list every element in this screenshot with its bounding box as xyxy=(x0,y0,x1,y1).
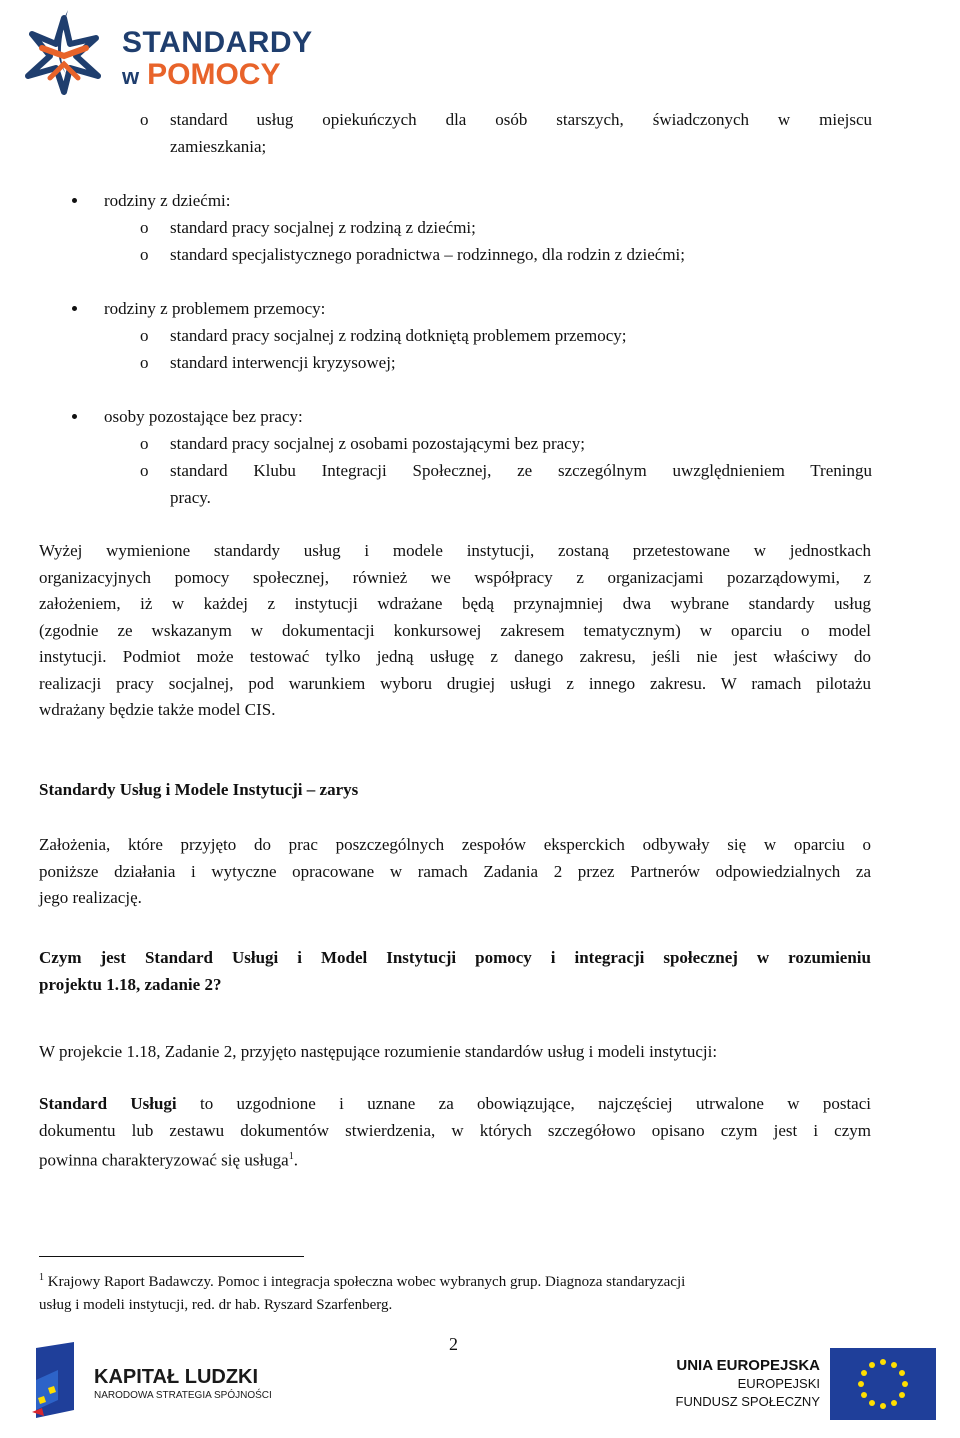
text-line: dokumentu lub zestawu dokumentów stwierdzenia, w których szczegółowo opisano czym jest i czym xyxy=(39,1120,871,1140)
paragraph-assumptions xyxy=(39,832,871,912)
text-line: Czym jest Standard Usługi i Model Instytucji pomocy i integracji społecznej w rozumieniu xyxy=(39,948,871,967)
text-line: (zgodnie ze wskazanym w dokumentacji konkursowej zakresem tematycznym) w oparciu o model xyxy=(39,620,871,640)
logo-text-pomocy-word: POMOCY xyxy=(147,58,281,91)
text-line: organizacyjnych pomocy społecznej, również we współpracy z organizacjami pozarządowymi, z xyxy=(39,567,871,587)
list-marker: o xyxy=(140,461,149,480)
ue-line: FUNDUSZ SPOŁECZNY xyxy=(675,1394,820,1409)
list-marker: o xyxy=(140,434,149,453)
text-line: założeniem, iż w każdej z instytucji wdrażane będą przynajmniej dwa wybrane standardy usług xyxy=(39,594,871,613)
list-item: standard interwencji kryzysowej; xyxy=(170,353,396,372)
list-item: standard Klubu Integracji Społecznej, ze szczególnym uwzględnieniem Treningu xyxy=(170,461,872,480)
text-line: poniższe działania i wytyczne opracowane w ramach Zadania 2 przez Partnerów odpowiedzialnych za xyxy=(39,861,871,881)
text-segment: powinna charakteryzować się usługa xyxy=(39,1150,289,1170)
list-marker: o xyxy=(140,353,149,372)
ue-line: UNIA EUROPEJSKA xyxy=(676,1357,820,1374)
list-marker: o xyxy=(140,218,149,237)
group-label: rodziny z problemem przemocy: xyxy=(104,299,326,318)
footnote-reference[interactable]: 1 xyxy=(288,1151,294,1162)
question-heading xyxy=(39,945,871,998)
paragraph-intro xyxy=(39,538,871,724)
kapital-ludzki-subtitle: NARODOWA STRATEGIA SPÓJNOŚCI xyxy=(94,1390,272,1401)
text-segment: Krajowy Raport Badawczy. Pomoc i integracja społeczna wobec wybranych grup. Diagnoza standaryzacji xyxy=(47,1274,686,1290)
bullet-icon xyxy=(72,198,77,203)
footnote xyxy=(39,1266,839,1317)
kapital-ludzki-logo xyxy=(28,1340,288,1420)
list-marker: o xyxy=(140,110,149,129)
text-line: Założenia, które przyjęto do prac poszczególnych zespołów eksperckich odbywały się w oparciu o xyxy=(39,835,871,854)
text-line: projektu 1.18, zadanie 2? xyxy=(39,974,222,994)
standardy-w-pomocy-logo xyxy=(6,4,313,96)
list-item-continuation: zamieszkania; xyxy=(170,137,267,156)
footnote-number: 1 xyxy=(39,1272,44,1283)
bullet-icon xyxy=(72,414,77,419)
logo-text-pomocy xyxy=(122,58,280,92)
kapital-ludzki-title: KAPITAŁ LUDZKI xyxy=(94,1366,259,1388)
list-item: standard pracy socjalnej z rodziną dotkniętą problemem przemocy; xyxy=(170,326,627,345)
group-label: osoby pozostające bez pracy: xyxy=(104,407,303,426)
kapital-ludzki-emblem-icon xyxy=(28,1340,78,1420)
star-swirl-icon xyxy=(6,4,124,96)
unia-europejska-text xyxy=(640,1356,820,1411)
logo-text-w: w xyxy=(122,64,140,89)
list-marker: o xyxy=(140,245,149,264)
bold-term: Standard Usługi xyxy=(39,1094,177,1113)
text-line: wdrażany będzie także model CIS. xyxy=(39,700,276,719)
list-item: standard pracy socjalnej z osobami pozostającymi bez pracy; xyxy=(170,434,585,453)
text-segment: to uzgodnione i uznane za obowiązujące, najczęściej utrwalone w postaci xyxy=(199,1094,871,1113)
paragraph-definition-intro: W projekcie 1.18, Zadanie 2, przyjęto następujące rozumienie standardów usług i modeli instytucji: xyxy=(39,1042,718,1061)
text-line: Wyżej wymienione standardy usług i modele instytucji, zostaną przetestowane w jednostkach xyxy=(39,541,871,560)
eu-flag-icon xyxy=(830,1348,936,1420)
list-item: standard usług opiekuńczych dla osób starszych, świadczonych w miejscu xyxy=(170,110,872,129)
list-item: standard pracy socjalnej z rodziną z dziećmi; xyxy=(170,218,476,237)
footnote-line: usług i modeli instytucji, red. dr hab. Ryszard Szarfenberg. xyxy=(39,1297,393,1313)
section-heading: Standardy Usług i Modele Instytucji – zarys xyxy=(39,780,359,799)
footnote-line xyxy=(39,1266,839,1294)
text-line xyxy=(39,1144,871,1171)
text-line: jego realizację. xyxy=(39,888,142,907)
list-item-continuation: pracy. xyxy=(170,488,211,507)
group-label: rodziny z dziećmi: xyxy=(104,191,231,210)
text-line: instytucji. Podmiot może testować tylko jedną usługę z danego zakresu, jeśli nie jest właściwy do xyxy=(39,647,871,666)
logo-text-standardy: STANDARDY xyxy=(122,26,313,59)
text-line: realizacji pracy socjalnej, pod warunkiem wyboru drugiej usługi z innego zakresu. W ramach pilotażu xyxy=(39,673,871,693)
list-marker: o xyxy=(140,326,149,345)
footnote-divider xyxy=(39,1256,304,1257)
list-item: standard specjalistycznego poradnictwa – rodzinnego, dla rodzin z dziećmi; xyxy=(170,245,686,264)
bullet-icon xyxy=(72,306,77,311)
paragraph-standard-definition xyxy=(39,1091,871,1171)
text-segment: . xyxy=(293,1150,298,1170)
page-number: 2 xyxy=(449,1334,458,1354)
ue-line: EUROPEJSKI xyxy=(737,1376,820,1391)
text-line xyxy=(39,1091,871,1118)
